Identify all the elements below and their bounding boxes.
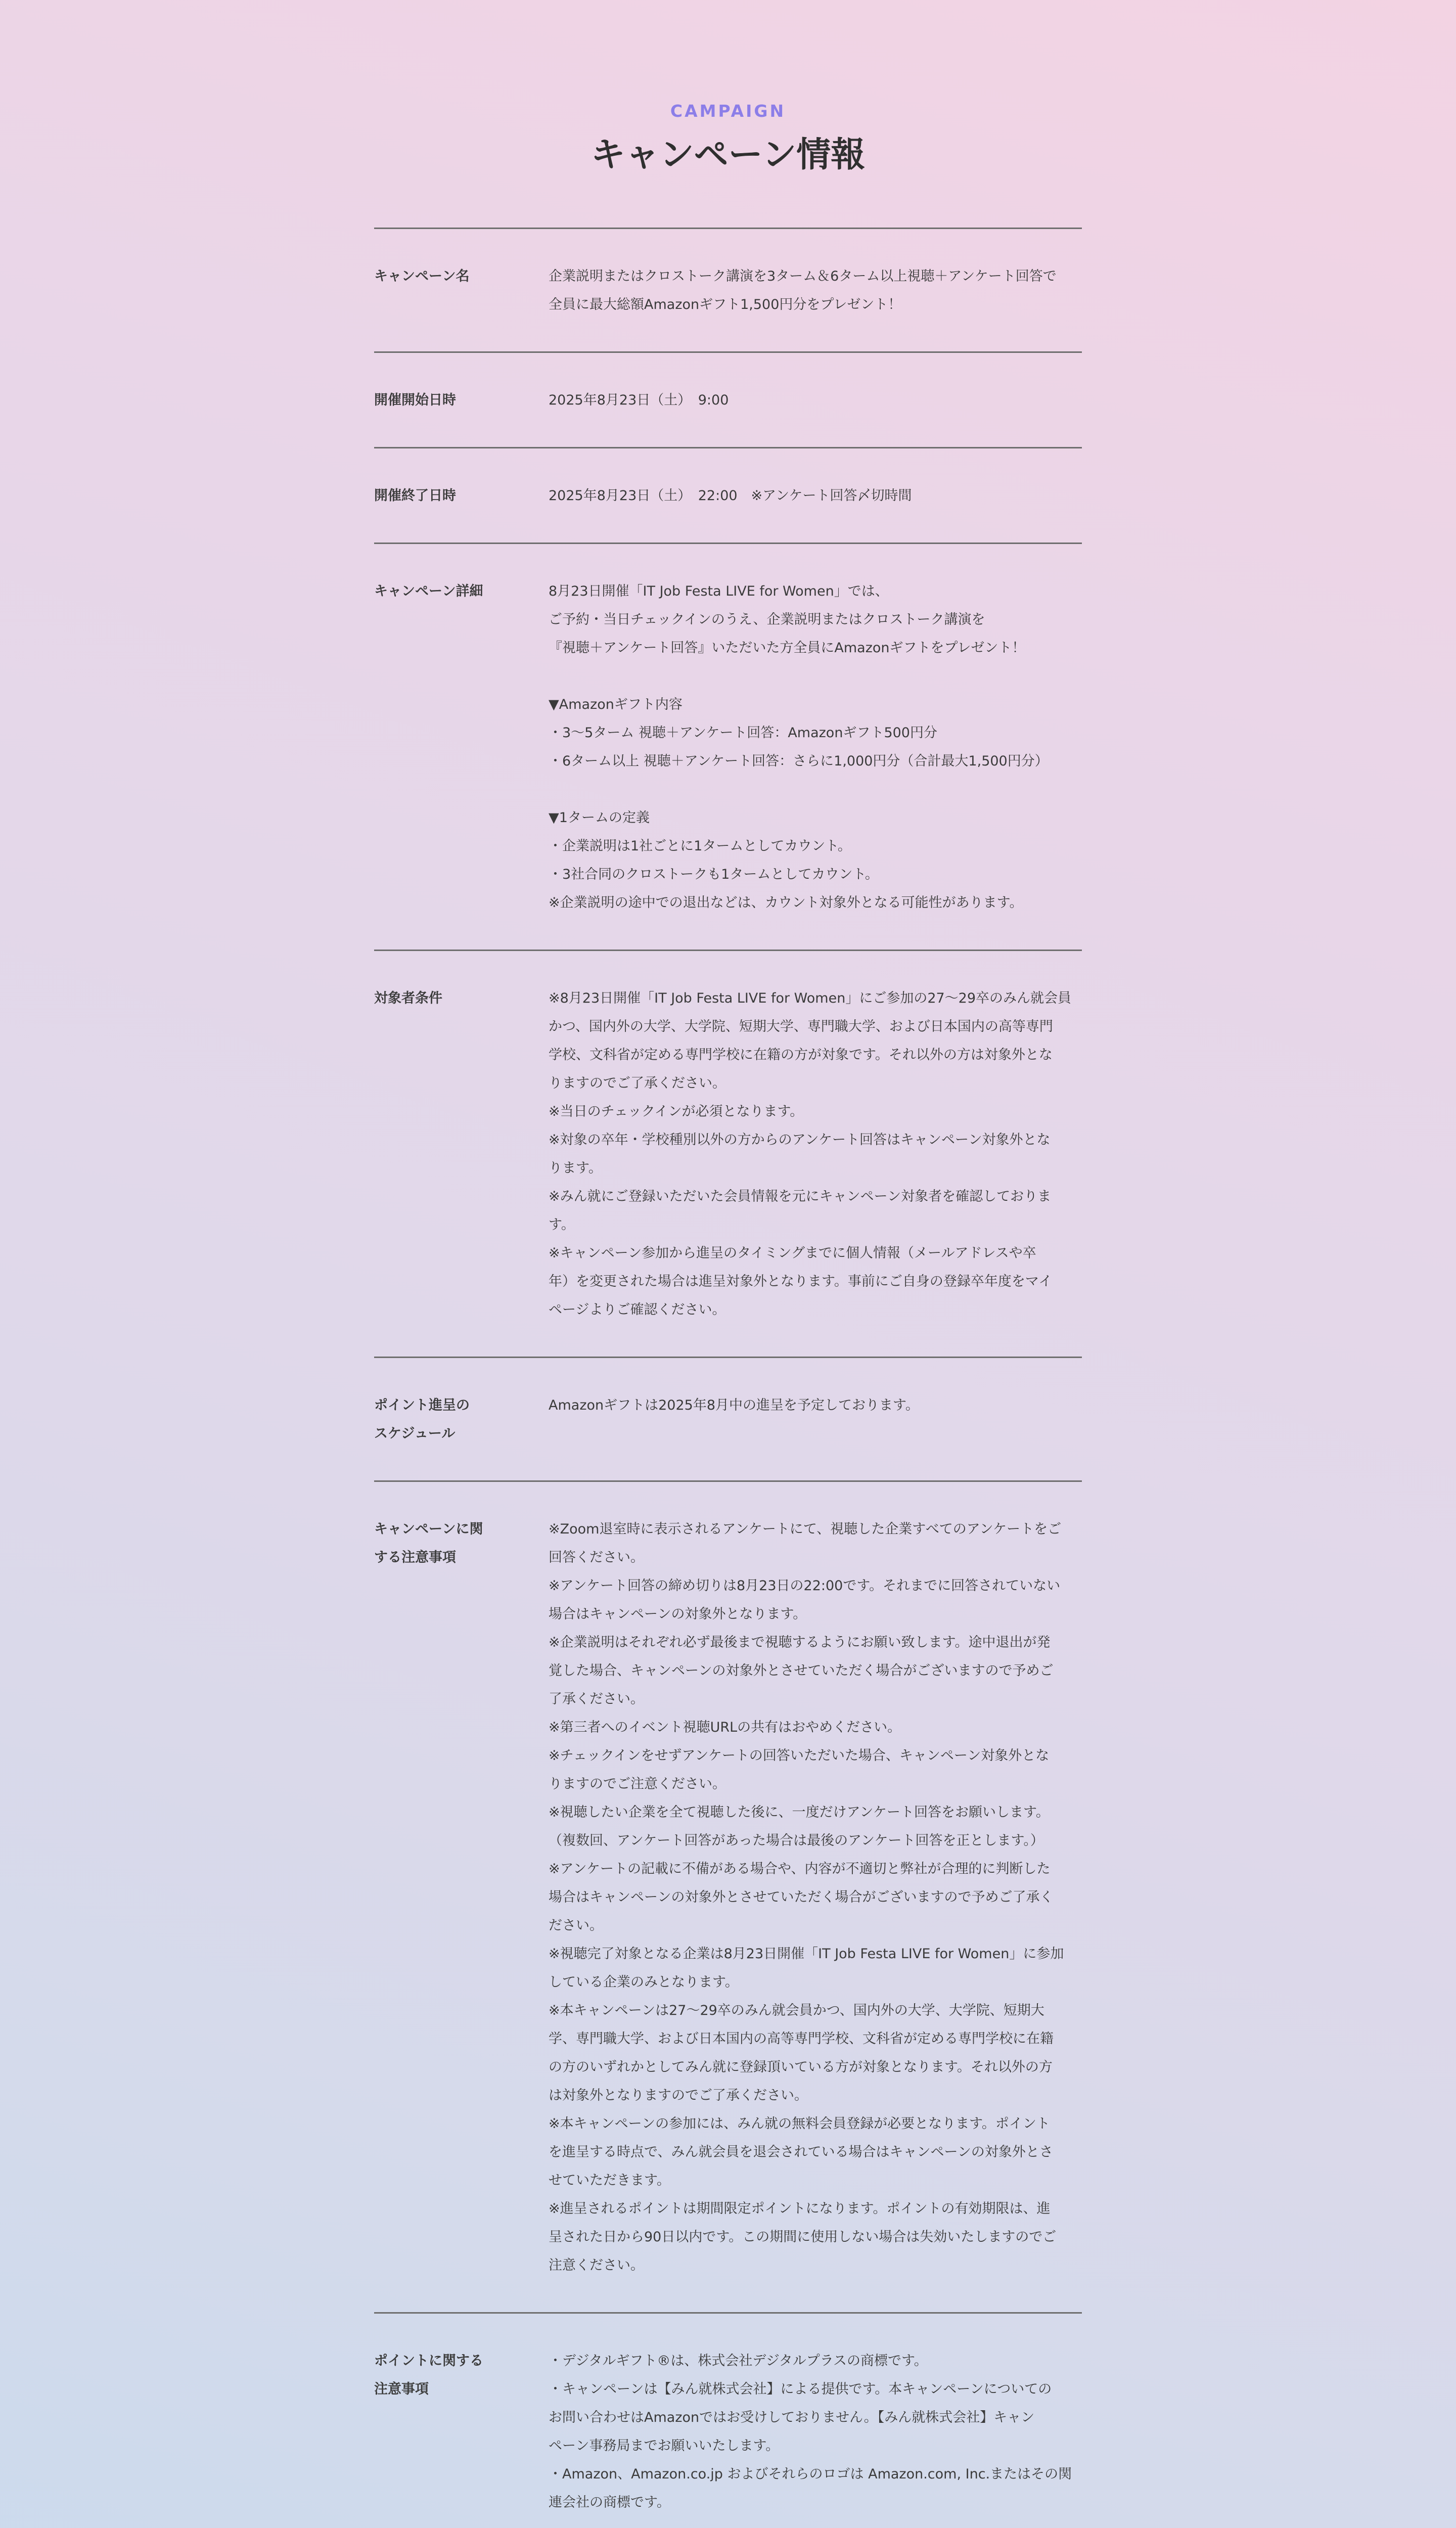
row-end-datetime: [374, 448, 1082, 544]
row-label: キャンペーン名: [374, 268, 470, 284]
page-title: キャンペーン情報: [590, 135, 866, 175]
row-label: 開催開始日時: [374, 392, 456, 408]
row-start-datetime: [374, 353, 1082, 448]
row-value: 企業説明またはクロストーク講演を3ターム＆6ターム以上視聴＋アンケート回答で 全員に最大総額Amazonギフト1,500円分をプレゼント！: [549, 268, 1057, 312]
row-value: 2025年8月23日（土） 22:00 ※アンケート回答〆切時間: [549, 488, 912, 504]
row-campaign-details: [374, 544, 1082, 951]
row-value: 8月23日開催「IT Job Festa LIVE for Women」では、 ご予約・当日チェックインのうえ、企業説明またはクロストーク講演を 『視聴＋アンケート回答』いただいた方全員にAmazonギフトをプレゼント！ ▼Amazonギフト内容 ・3〜5ターム 視聴＋アンケート回答：Amazonギフト500円分 ・6ターム以上 視聴＋アンケート回答：さらに1,000円分（合計最大1,500円分） ▼1タームの定義 ・企業説明は1社ごとに1タームとしてカウント。 ・3社合同のクロストークも1タームとしてカウント。 ※企業説明の途中での退出などは、カウント対象外となる可能性があります。: [549, 583, 1049, 911]
row-eligibility: [374, 951, 1082, 1358]
row-label: 対象者条件: [374, 990, 442, 1006]
section-eyebrow: CAMPAIGN: [670, 101, 786, 121]
row-point-notes: [374, 2314, 1082, 2528]
row-campaign-name: [374, 229, 1082, 353]
campaign-info-table: [374, 228, 1082, 2528]
row-label: ポイントに関する 注意事項: [374, 2353, 483, 2397]
campaign-section: [374, 0, 1082, 2528]
row-point-schedule: [374, 1358, 1082, 1482]
row-label: キャンペーン詳細: [374, 583, 483, 599]
row-label: ポイント進呈の スケジュール: [374, 1397, 470, 1441]
row-value: ※8月23日開催「IT Job Festa LIVE for Women」にご参加の27〜29卒のみん就会員 かつ、国内外の大学、大学院、短期大学、専門職大学、および日本国内の高等専門 学校、文科省が定める専門学校に在籍の方が対象です。それ以外の方は対象外とな りますのでご了承ください。 ※当日のチェックインが必須となります。 ※対象の卒年・学校種別以外の方からのアンケート回答はキャンペーン対象外とな ります。 ※みん就にご登録いただいた会員情報を元にキャンペーン対象者を確認しておりま す。 ※キャンペーン参加から進呈のタイミングまでに個人情報（メールアドレスや卒 年）を変更された場合は進呈対象外となります。事前にご自身の登録卒年度をマイ ページよりご確認ください。: [549, 990, 1072, 1318]
row-label: キャンペーンに関 する注意事項: [374, 1521, 483, 1565]
row-value: 2025年8月23日（土） 9:00: [549, 392, 729, 408]
row-value: ・デジタルギフト®は、株式会社デジタルプラスの商標です。 ・キャンペーンは【みん就株式会社】による提供です。本キャンペーンについての お問い合わせはAmazonではお受けしておりません。【みん就株式会社】キャン ペーン事務局までお願いいたします。 ・Amazon、Amazon.co.jp およびそれらのロゴは Amazon.com, Inc.またはその関 連会社の商標です。: [549, 2353, 1072, 2510]
row-campaign-notes: [374, 1482, 1082, 2314]
row-label: 開催終了日時: [374, 488, 456, 504]
row-value: ※Zoom退室時に表示されるアンケートにて、視聴した企業すべてのアンケートをご 回答ください。 ※アンケート回答の締め切りは8月23日の22:00です。それまでに回答されていない 場合はキャンペーンの対象外となります。 ※企業説明はそれぞれ必ず最後まで視聴するようにお願い致します。途中退出が発 覚した場合、キャンペーンの対象外とさせていただく場合がございますので予めご 了承ください。 ※第三者へのイベント視聴URLの共有はおやめください。 ※チェックインをせずアンケートの回答いただいた場合、キャンペーン対象外とな りますのでご注意ください。 ※視聴したい企業を全て視聴した後に、一度だけアンケート回答をお願いします。 （複数回、アンケート回答があった場合は最後のアンケート回答を正とします。） ※アンケートの記載に不備がある場合や、内容が不適切と弊社が合理的に判断した 場合はキャンペーンの対象外とさせていただく場合がございますので予めご了承く ださい。 ※視聴完了対象となる企業は8月23日開催「IT Job Festa LIVE for Women」に参加 している企業のみとなります。 ※本キャンペーンは27〜29卒のみん就会員かつ、国内外の大学、大学院、短期大 学、専門職大学、および日本国内の高等専門学校、文科省が定める専門学校に在籍 の方のいずれかとしてみん就に登録頂いている方が対象となります。それ以外の方 は対象外となりますのでご了承ください。 ※本キャンペーンの参加には、みん就の無料会員登録が必要となります。ポイント を進呈する時点で、みん就会員を退会されている場合はキャンペーンの対象外とさ せていただきます。 ※進呈されるポイントは期間限定ポイントになります。ポイントの有効期限は、進 呈された日から90日以内です。この期間に使用しない場合は失効いたしますのでご 注意ください。: [549, 1521, 1064, 2273]
row-value: Amazonギフトは2025年8月中の進呈を予定しております。: [549, 1397, 919, 1413]
